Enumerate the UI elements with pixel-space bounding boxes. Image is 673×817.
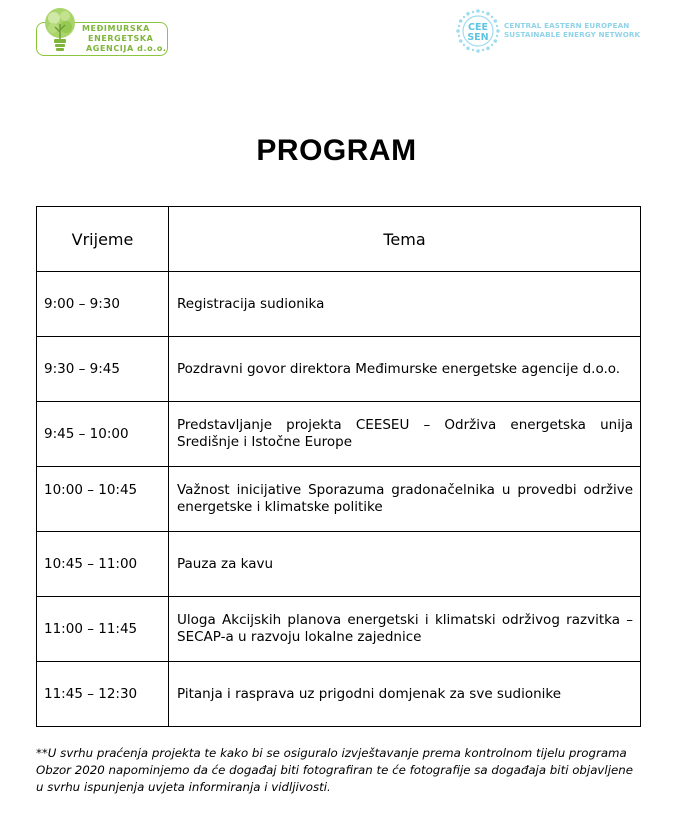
table-row [37,597,641,662]
row-topic: Predstavljanje projekta CEESEU – Održiva energetska unija Središnje i Istočne Europe [169,402,641,467]
column-header-time: Vrijeme [37,207,169,272]
mea-logo-line-3: AGENCIJA d.o.o. [86,44,167,53]
footnote: **U svrhu praćenja projekta te kako bi se osiguralo izvještavanje prema kontrolnom tijelu programa Obzor 2020 napominjemo da će događaj biti fotografiran te će fotografije sa događaja biti objavljene u svrhu ispunjenja uvjeta informiranja i vidljivosti. [36,746,633,794]
mea-logo [36,6,172,58]
column-header-topic: Tema [169,207,641,272]
row-time: 9:00 – 9:30 [37,272,169,337]
row-topic: Pozdravni govor direktora Međimurske energetske agencije d.o.o. [169,337,641,402]
ceesen-logo-line-1: CENTRAL EASTERN EUROPEAN [504,21,630,30]
row-topic: Važnost inicijative Sporazuma gradonačelnika u provedbi održive energetske i klimatske politike [169,467,641,532]
table-header-row [37,207,641,272]
table-row [37,532,641,597]
table-row [37,272,641,337]
ceesen-logo-text [504,21,654,39]
row-time: 11:00 – 11:45 [37,597,169,662]
ceesen-logo-line-2: SUSTAINABLE ENERGY NETWORK [504,30,641,39]
mea-logo-text [82,24,168,54]
row-time: 10:45 – 11:00 [37,532,169,597]
row-topic: Registracija sudionika [169,272,641,337]
ceesen-badge-line-1: CEE [468,22,488,33]
mea-logo-line-1: MEĐIMURSKA [82,24,150,33]
row-time: 9:45 – 10:00 [37,402,169,467]
mea-logo-line-2: ENERGETSKA [88,34,154,43]
program-table [36,206,641,727]
row-time: 11:45 – 12:30 [37,662,169,727]
ceesen-logo [455,8,655,54]
lightbulb-tree-icon [40,6,80,56]
row-topic: Uloga Akcijskih planova energetski i klimatski održivog razvitka – SECAP-a u razvoju lokalne zajednice [169,597,641,662]
table-row [37,337,641,402]
row-topic: Pauza za kavu [169,532,641,597]
table-row [37,402,641,467]
row-time: 9:30 – 9:45 [37,337,169,402]
row-topic: Pitanja i rasprava uz prigodni domjenak za sve sudionike [169,662,641,727]
row-time: 10:00 – 10:45 [37,467,169,532]
table-row [37,467,641,532]
table-row [37,662,641,727]
page-title: PROGRAM [256,134,417,167]
ceesen-badge-line-2: SEN [467,32,489,43]
ceesen-sun-icon [455,8,501,54]
